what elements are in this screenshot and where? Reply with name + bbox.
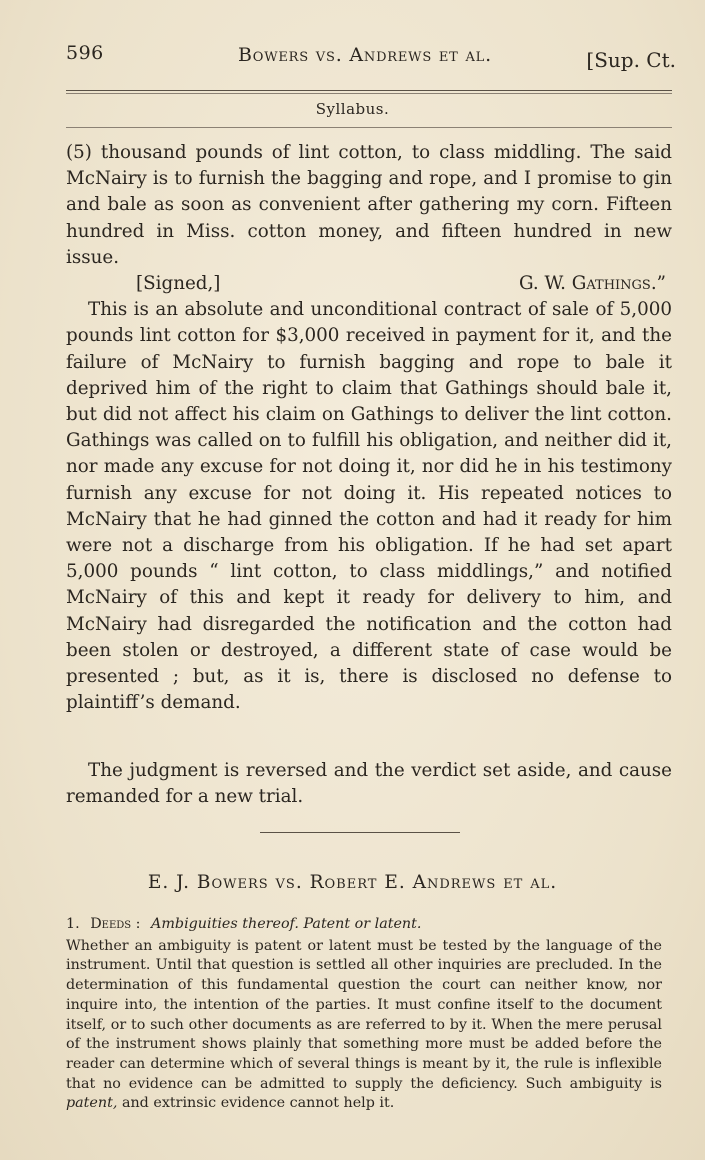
header-rule: [66, 90, 672, 91]
signed-label: [Signed,]: [136, 273, 221, 295]
headnote-topic: Ambiguities thereof.: [151, 916, 299, 932]
opinion-body: [66, 140, 672, 716]
running-title: Bowers vs. Andrews et al.: [238, 44, 492, 66]
page-header: [66, 38, 676, 78]
opinion-analysis: This is an absolute and unconditional contract of sale of 5,000 pounds lint cotton for $3,000 received in payment for it, and the failure of McNairy to furnish bagging and rope to bale it deprived him of the right to claim that Gathings should bale it, but did not affect his claim on Gathings to deliver the lint cotton. Gathings was called on to fulfill his obligation, and neither did it, nor made any excuse for not doing it, nor did he in his testimony furnish any excuse for not doing it. His repeated notices to McNairy that he had ginned the cotton and had it ready for him were not a discharge from his obligation. If he had set apart 5,000 pounds “ lint cotton, to class middlings,” and notified McNairy of this and kept it ready for delivery to him, and McNairy had disregarded the notification and the cotton had been stolen or destroyed, a different state of case would be presented ; but, as it is, there is disclosed no defense to plaintiff’s demand.: [66, 299, 672, 714]
syllabus-entry: [66, 915, 662, 1114]
signature-line: [66, 271, 672, 297]
headnote-text-end: and extrinsic evidence cannot help it.: [121, 1095, 395, 1112]
case-separator-rule: [260, 832, 460, 833]
headnote-text: [66, 937, 662, 1114]
headnote-heading: [66, 915, 662, 935]
signer-name: G. W. Gathings.”: [518, 273, 666, 295]
judgment-text: The judgment is reversed and the verdict set aside, and cause remanded for a new trial.: [66, 760, 672, 808]
headnote-text-main: Whether an ambiguity is patent or latent must be tested by the language of the instrument. Until that question is settled all other inquiries are precluded. In the determination of this fundamental question the court can neither know, nor inquire into, the intention of the parties. It must confine itself to the document itself, or to such other documents as are referred to by it. When the mere perusal of the instrument shows plainly that something more must be added before the reader can determine which of several things is meant by it, the rule is inflexible that no evidence can be admitted to supply the deficiency. Such ambiguity is: [66, 937, 662, 1092]
headnote-subtopic: Patent or latent.: [303, 916, 422, 932]
headnote-number: 1.: [66, 916, 80, 932]
court-label: [Sup. Ct.: [586, 48, 676, 72]
page-number: 596: [66, 42, 104, 64]
section-label: Syllabus.: [315, 100, 390, 118]
case-title: E. J. Bowers vs. Robert E. Andrews et al.: [147, 872, 558, 893]
headnote-emphasis: patent,: [66, 1095, 118, 1112]
contract-text: (5) thousand pounds of lint cotton, to class middling. The said McNairy is to furnish the bagging and rope, and I promise to gin and bale as soon as convenient after gathering my corn. Fifteen hundred in Miss. cotton money, and fifteen hundred in new issue.: [66, 142, 672, 268]
header-rule-double: [66, 93, 672, 94]
section-rule: [66, 127, 672, 128]
headnote-keyword: Deeds :: [90, 916, 141, 932]
